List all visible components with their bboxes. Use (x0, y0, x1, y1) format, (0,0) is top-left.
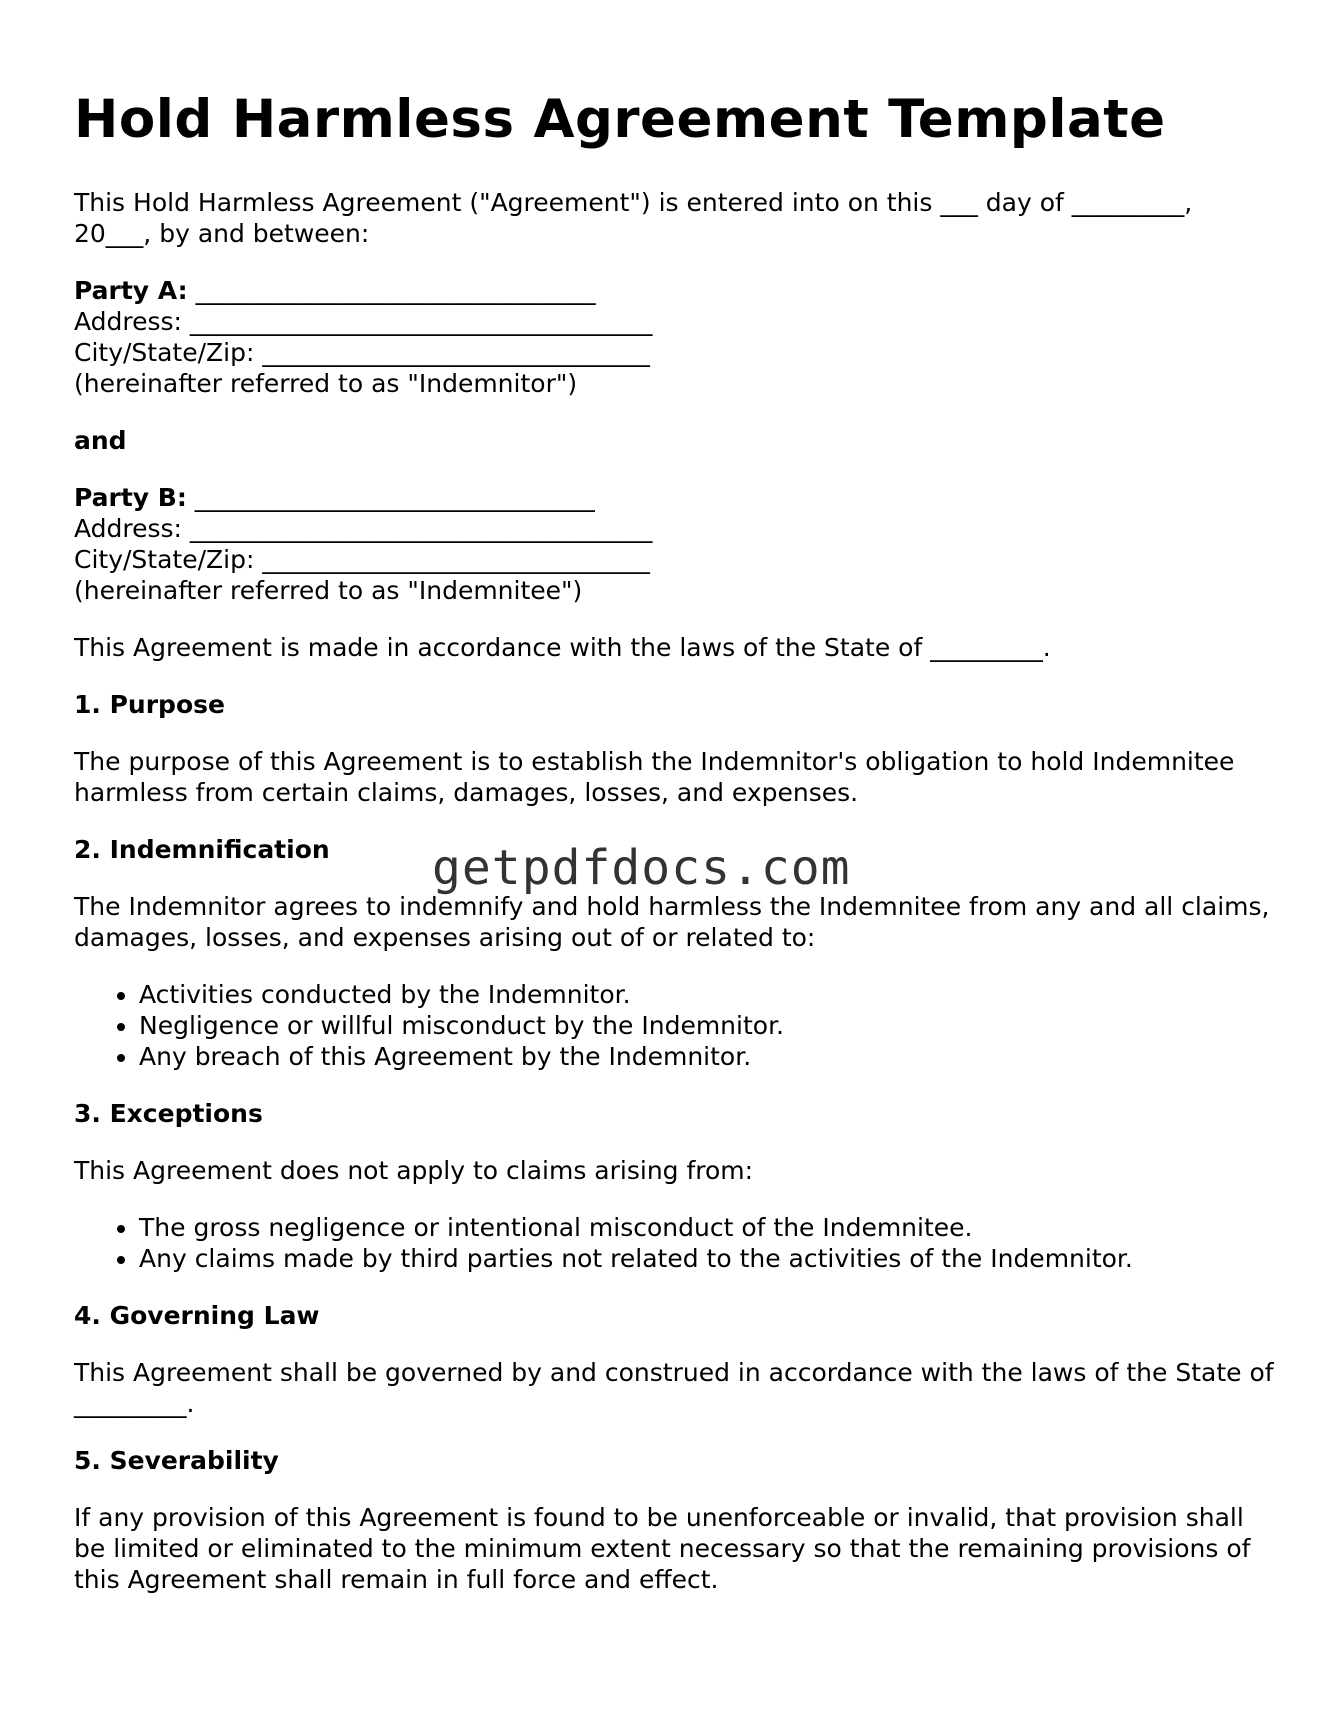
exceptions-list (74, 1212, 1274, 1274)
section-governing-law-body: This Agreement shall be governed by and construed in accordance with the laws of the State of _________. (74, 1358, 1274, 1418)
section-governing-law-heading: 4. Governing Law (74, 1301, 320, 1330)
party-b-address: Address: _____________________________________ (74, 514, 653, 543)
section-severability-heading: 5. Severability (74, 1446, 279, 1475)
party-b-label: Party B: (74, 483, 187, 512)
party-a-label: Party A: (74, 276, 188, 305)
document-title: Hold Harmless Agreement Template (74, 89, 1166, 150)
list-item: • Negligence or willful misconduct by the Indemnitor. (139, 1010, 1274, 1041)
party-a-blank: ________________________________ (187, 276, 596, 305)
party-b-city: City/State/Zip: _______________________________ (74, 545, 650, 574)
section-exceptions-heading: 3. Exceptions (74, 1099, 263, 1128)
section-purpose-body: The purpose of this Agreement is to establish the Indemnitor's obligation to hold Indemnitee harmless from certain claims, damages, losses, and expenses. (74, 747, 1235, 807)
section-indemnification-heading: 2. Indemnification (74, 835, 330, 864)
party-a-city: City/State/Zip: _______________________________ (74, 338, 650, 367)
laws-statement: This Agreement is made in accordance with the laws of the State of _________. (74, 633, 1051, 662)
party-a-block (74, 275, 1274, 399)
list-item: • The gross negligence or intentional misconduct of the Indemnitee. (139, 1212, 1274, 1243)
party-a-address: Address: _____________________________________ (74, 307, 653, 336)
list-item: • Activities conducted by the Indemnitor. (139, 979, 1274, 1010)
party-a-reference: (hereinafter referred to as "Indemnitor") (74, 369, 578, 398)
list-item: • Any claims made by third parties not related to the activities of the Indemnitor. (139, 1243, 1274, 1274)
list-item: • Any breach of this Agreement by the Indemnitor. (139, 1041, 1274, 1072)
party-a-line (74, 275, 1274, 306)
party-b-line (74, 482, 1274, 513)
section-exceptions-body: This Agreement does not apply to claims arising from: (74, 1156, 754, 1185)
section-purpose-heading: 1. Purpose (74, 690, 225, 719)
party-b-blank: ________________________________ (186, 483, 595, 512)
and-label: and (74, 426, 127, 455)
watermark-text: getpdfdocs.com (432, 840, 851, 896)
section-severability-body: If any provision of this Agreement is found to be unenforceable or invalid, that provision shall be limited or eliminated to the minimum extent necessary so that the remaining provisions of this Agreement shall remain in full force and effect. (74, 1503, 1251, 1594)
indemnification-list (74, 979, 1274, 1072)
section-indemnification-body: The Indemnitor agrees to indemnify and hold harmless the Indemnitee from any and all claims, damages, losses, and expenses arising out of or related to: (74, 892, 1270, 952)
party-b-block (74, 482, 1274, 606)
intro-paragraph: This Hold Harmless Agreement ("Agreement") is entered into on this ___ day of _________, 20___, by and between: (74, 188, 1193, 248)
party-b-reference: (hereinafter referred to as "Indemnitee") (74, 576, 583, 605)
